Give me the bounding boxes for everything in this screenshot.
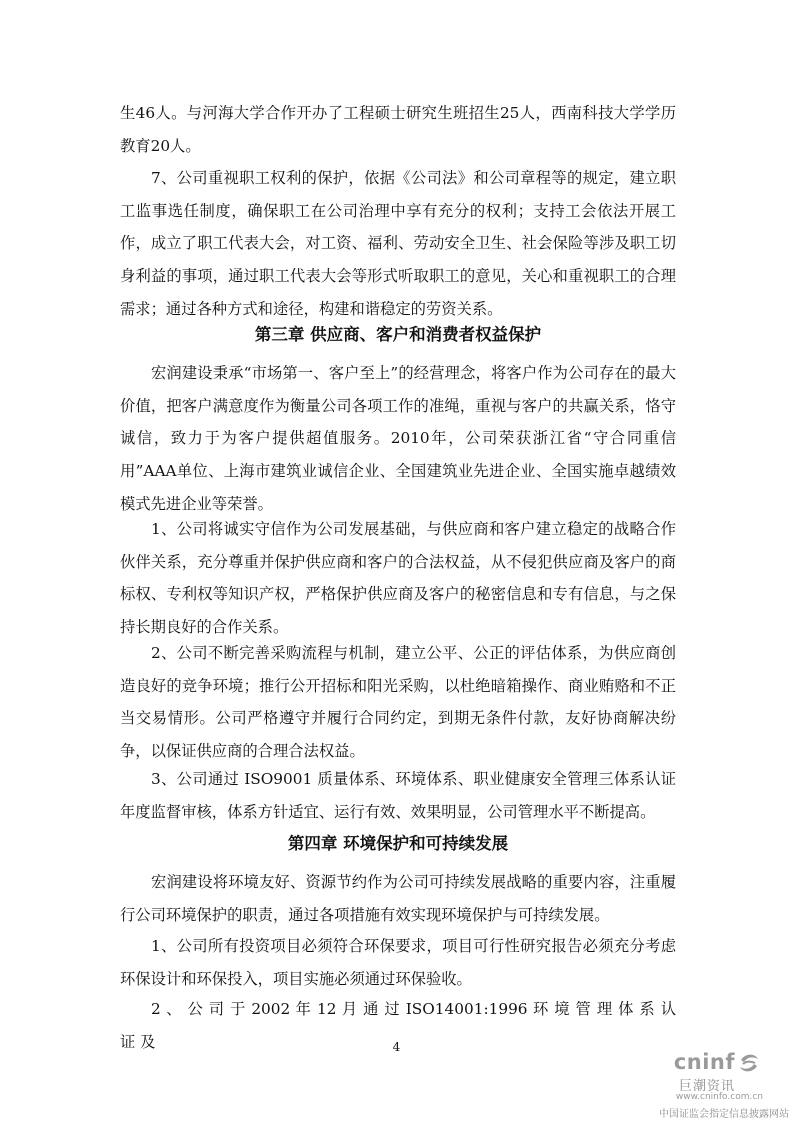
cninfo-notice: 中国证监会指定信息披露网站 — [659, 1109, 789, 1120]
paragraph-customer-intro: 宏润建设秉承“市场第一、客户至上”的经营理念，将客户作为公司存在的最大价值，把客户满意度作为衡量公司各项工作的准绳，重视与客户的共赢关系，恪守诚信，致力于为客户提供超值服务。2010年，公司荣获浙江省“守合同重信用”AAA单位、上海市建筑业诚信企业、全国建筑业先进企业、全国实施卓越绩效模式先进企业等荣誉。 — [120, 364, 676, 513]
paragraph-supplier-1: 1、公司将诚实守信作为公司发展基础，与供应商和客户建立稳定的战略合作伙伴关系，充分尊重并保护供应商和客户的合法权益，从不侵犯供应商及客户的商标权、专利权等知识产权，严格保护供应商及客户的秘密信息和专有信息，与之保持长期良好的合作关系。 — [120, 520, 676, 637]
paragraph-item-7: 7、公司重视职工权利的保护，依据《公司法》和公司章程等的规定，建立职工监事选任制度，确保职工在公司治理中享有充分的权利；支持工会依法开展工作，成立了职工代表大会，对工资、福利、劳动安全卫生、社会保险等涉及职工切身利益的事项，通过职工代表大会等形式听取职工的意见，关心和重视职工的合理需求；通过各种方式和途径，构建和谐稳定的劳资关系。 — [120, 169, 676, 318]
cninfo-url: www.cninfo.com.cn — [675, 1092, 763, 1102]
chapter-3-heading: 第三章 供应商、客户和消费者权益保护 — [254, 325, 542, 344]
cninfo-brand-cn: 巨潮资讯 — [678, 1079, 735, 1094]
page-number: 4 — [392, 1040, 401, 1054]
cninfo-swirl-icon — [737, 1052, 761, 1074]
chapter-4-heading: 第四章 环境保护和可持续发展 — [287, 834, 509, 853]
paragraph-supplier-3: 3、公司通过 ISO9001 质量体系、环境体系、职业健康安全管理三体系认证年度监督审核，体系方针适宜、运行有效、效果明显，公司管理水平不断提高。 — [120, 770, 676, 821]
paragraph-environment-1: 1、公司所有投资项目必须符合环保要求，项目可行性研究报告必须充分考虑环保设计和环保投入，项目实施必须通过环保验收。 — [120, 937, 676, 988]
paragraph-supplier-2: 2、公司不断完善采购流程与机制，建立公平、公正的评估体系，为供应商创造良好的竞争环境；推行公开招标和阳光采购，以杜绝暗箱操作、商业贿赂和不正当交易情形。公司严格遵守并履行合同约定，到期无条件付款，友好协商解决纷争，以保证供应商的合理合法权益。 — [120, 644, 676, 761]
paragraph-environment-intro: 宏润建设将环境友好、资源节约作为公司可持续发展战略的重要内容，注重履行公司环境保护的职责，通过各项措施有效实现环境保护与可持续发展。 — [120, 873, 676, 924]
paragraph-continuation: 生46人。与河海大学合作开办了工程硕士研究生班招生25人，西南科技大学学历教育20人。 — [120, 104, 676, 155]
cninfo-brand-text: cninf — [673, 1050, 735, 1074]
paragraph-environment-2: 2 、 公 司 于 2002 年 12 月 通 过 ISO14001:1996 环 境 管 理 体 系 认 证 及 — [120, 1000, 676, 1051]
